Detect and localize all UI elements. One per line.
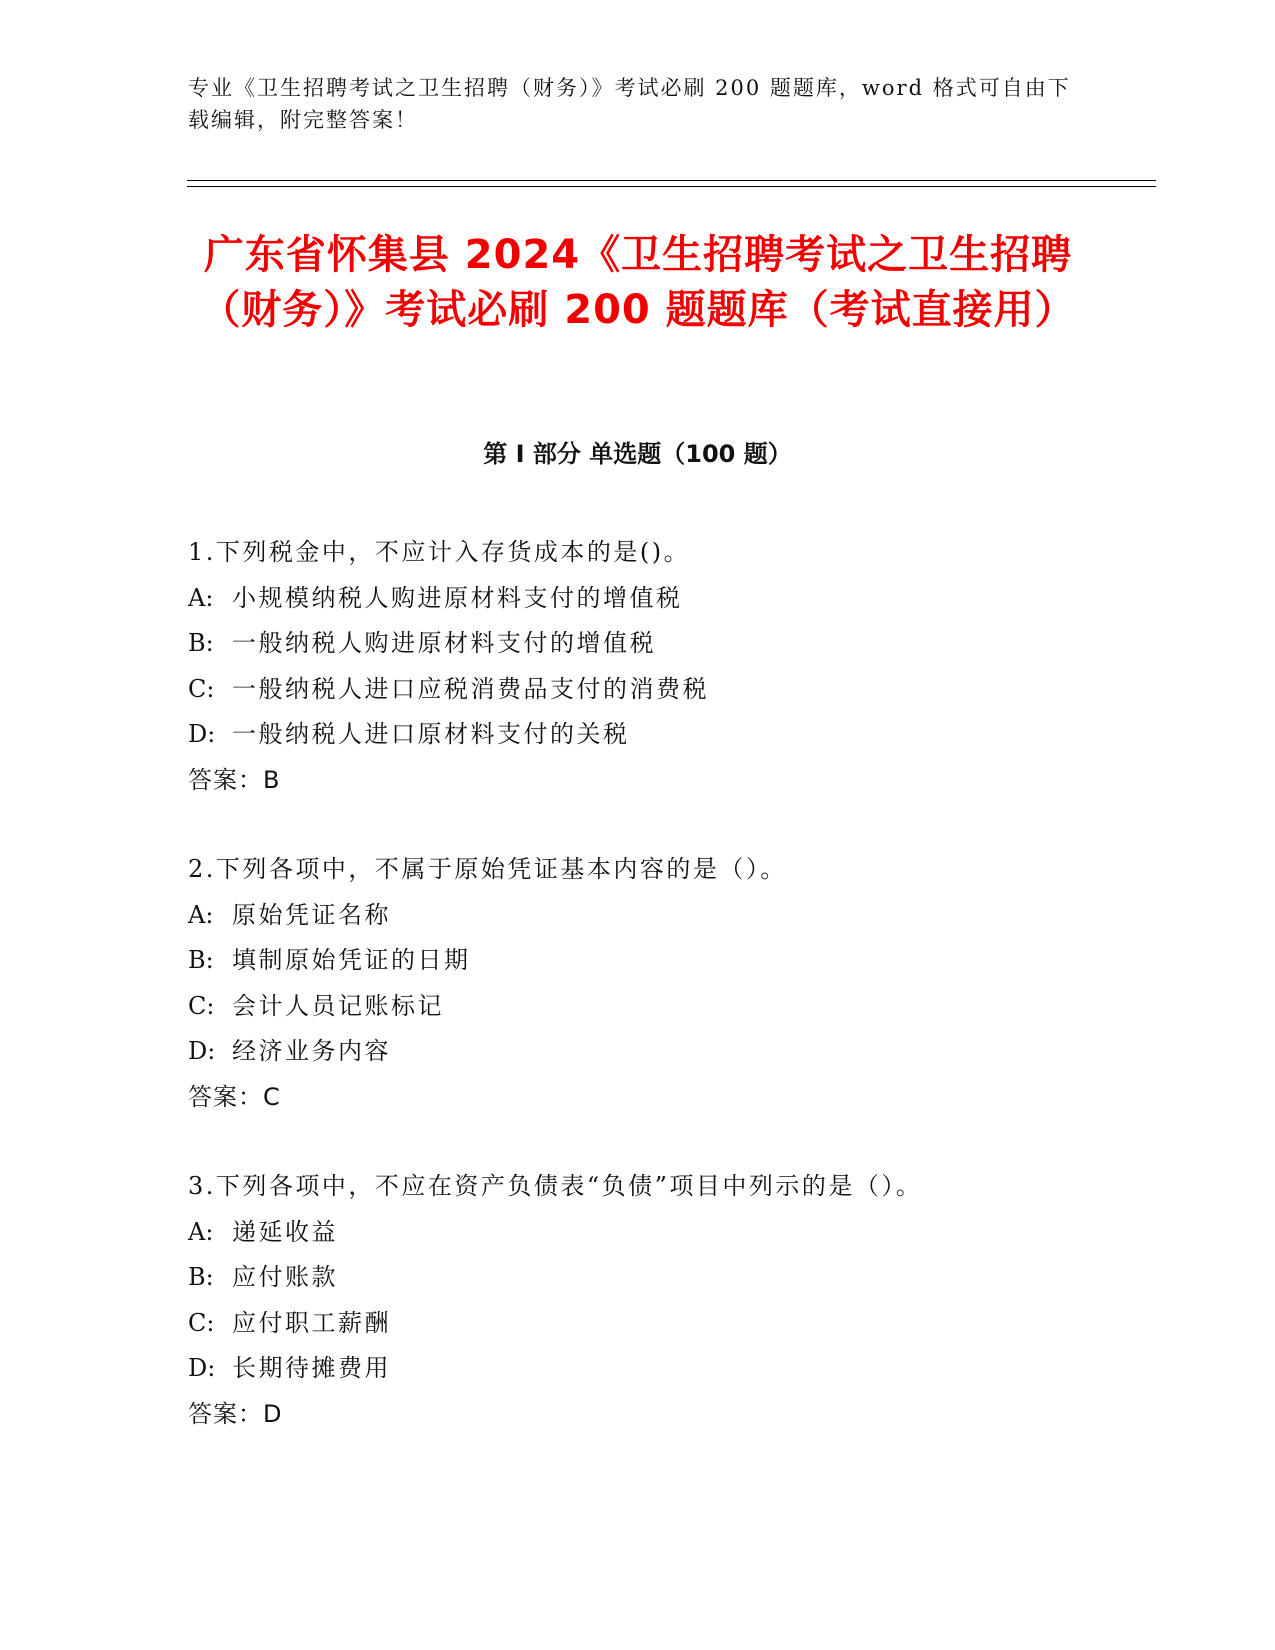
option-text: 应付职工薪酬: [232, 1308, 391, 1337]
option-d: [188, 1346, 1148, 1392]
header-note: 专业《卫生招聘考试之卫生招聘（财务）》考试必刷 200 题题库，word 格式可自由下载编辑，附完整答案！: [188, 76, 1071, 132]
option-c: [188, 984, 1148, 1030]
header-divider-secondary: [187, 186, 1156, 187]
option-text: 递延收益: [232, 1217, 338, 1246]
option-key: C:: [188, 674, 215, 703]
option-key: B:: [188, 946, 214, 974]
option-key: A:: [188, 1217, 214, 1246]
option-b: [188, 938, 1148, 984]
answer-line: 答案：C: [188, 1082, 281, 1111]
option-text: 一般纳税人购进原材料支付的增值税: [232, 629, 656, 657]
option-key: C:: [188, 1308, 215, 1337]
option-key: B:: [188, 629, 214, 657]
option-text: 应付账款: [232, 1263, 338, 1291]
option-key: A:: [188, 900, 214, 929]
question-3: [188, 1164, 1148, 1437]
option-text: 填制原始凭证的日期: [232, 946, 471, 974]
answer-line: 答案：B: [188, 765, 281, 794]
header-divider: [187, 180, 1156, 181]
question-list: [188, 530, 1148, 1481]
option-text: 一般纳税人进口原材料支付的关税: [232, 720, 630, 748]
document-title: 广东省怀集县 2024《卫生招聘考试之卫生招聘（财务）》考试必刷 200 题题库（考试直接用）: [200, 232, 1076, 333]
option-a: [188, 893, 1148, 939]
option-c: [188, 667, 1148, 713]
option-b: [188, 1255, 1148, 1301]
option-text: 一般纳税人进口应税消费品支付的消费税: [232, 674, 709, 703]
question-stem: 1.下列税金中，不应计入存货成本的是()。: [188, 538, 691, 566]
option-text: 会计人员记账标记: [232, 991, 444, 1020]
option-c: [188, 1301, 1148, 1347]
question-stem: 2.下列各项中，不属于原始凭证基本内容的是（）。: [188, 855, 787, 883]
option-key: D:: [188, 1354, 216, 1382]
option-key: B:: [188, 1263, 214, 1291]
option-d: [188, 712, 1148, 758]
question-1: [188, 530, 1148, 803]
option-key: A:: [188, 583, 214, 612]
question-stem: 3.下列各项中，不应在资产负债表“负债”项目中列示的是（）。: [188, 1172, 923, 1200]
option-key: C:: [188, 991, 215, 1020]
question-2: [188, 847, 1148, 1120]
section-title: 第 I 部分 单选题（100 题）: [483, 440, 792, 468]
option-text: 经济业务内容: [232, 1037, 391, 1065]
option-a: [188, 576, 1148, 622]
option-key: D:: [188, 720, 216, 748]
option-key: D:: [188, 1037, 216, 1065]
option-b: [188, 621, 1148, 667]
option-text: 原始凭证名称: [232, 900, 391, 929]
option-d: [188, 1029, 1148, 1075]
option-text: 长期待摊费用: [232, 1354, 391, 1382]
option-a: [188, 1210, 1148, 1256]
answer-line: 答案：D: [188, 1399, 283, 1428]
option-text: 小规模纳税人购进原材料支付的增值税: [232, 583, 683, 612]
